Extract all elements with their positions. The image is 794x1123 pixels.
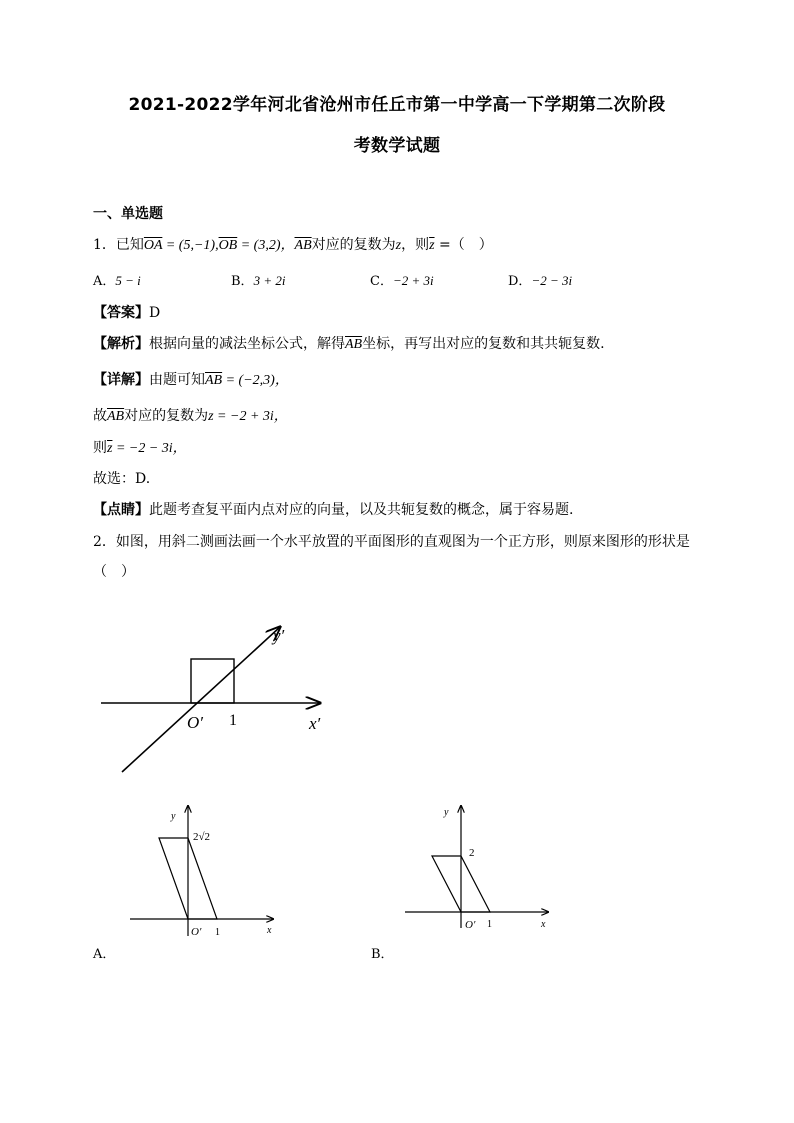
q1-answer — [93, 302, 160, 322]
origin-label: O′ — [191, 926, 202, 938]
vector-ob: $\overline{OB}$ — [218, 238, 238, 253]
step1-formula: z = −2 + 3i， — [208, 409, 288, 424]
oblique-figure — [95, 612, 340, 777]
y-prime-axis — [122, 627, 280, 772]
option-b-label: B． — [371, 947, 394, 962]
var-zbar: $\overline{z}$ — [107, 441, 113, 456]
q1-number: 1． — [93, 237, 116, 253]
origin-label: O′ — [465, 919, 476, 931]
x-label: x — [541, 919, 546, 930]
q1-step-2 — [93, 437, 187, 457]
option-b-figure — [400, 800, 560, 940]
vector-ob-value: = (3,2)， — [237, 238, 295, 253]
vector-ab: $\overline{AB}$ — [345, 337, 363, 352]
x-prime-label: x′ — [309, 714, 321, 733]
step1-text-b: 对应的复数为 — [124, 408, 209, 424]
y-label: y — [444, 807, 449, 818]
analysis-tag: 【解析】 — [93, 336, 149, 352]
vector-ab: $\overline{AB}$ — [107, 409, 125, 424]
q1-text-d: =（ ） — [434, 237, 493, 253]
tick-one-label: 1 — [487, 919, 492, 930]
option-value: −2 − 3i — [531, 273, 573, 288]
q1-text-b: 对应的复数为 — [311, 237, 396, 253]
q2-number: 2． — [93, 534, 116, 550]
q2-text: 如图，用斜二测画法画一个水平放置的平面图形的直观图为一个正方形，则原来图形的形状是 — [115, 534, 690, 550]
analysis-text-b: 坐标，再写出对应的复数和其共轭复数. — [362, 336, 605, 352]
q2-stem — [93, 531, 690, 551]
option-label: C． — [370, 274, 393, 289]
q1-step-3: 故选：D. — [93, 471, 151, 487]
height-label: 2√2 — [193, 831, 211, 843]
option-label: D． — [508, 274, 532, 289]
option-a-figure — [125, 800, 285, 940]
step2-formula: = −2 − 3i， — [112, 441, 187, 456]
q1-comment — [93, 499, 573, 519]
option-label: B． — [231, 274, 254, 289]
origin-label: O′ — [187, 713, 203, 732]
tick-one-label: 1 — [215, 927, 220, 938]
y-prime-label: y′ — [273, 626, 285, 645]
q1-option-b — [231, 270, 285, 289]
q1-stem — [93, 234, 493, 254]
q1-analysis — [93, 333, 605, 353]
q1-text-a: 已知 — [115, 237, 144, 253]
option-label: A． — [93, 274, 116, 289]
step1-text-a: 故 — [93, 408, 107, 424]
option-value: −2 + 3i — [392, 273, 434, 288]
y-label: y — [171, 811, 176, 822]
option-value: 3 + 2i — [253, 273, 286, 288]
q1-text-c: ，则 — [401, 237, 430, 253]
vector-oa: $\overline{OA}$ — [143, 238, 163, 253]
answer-value: D — [149, 305, 161, 321]
q1-detail — [93, 369, 289, 389]
square-shape — [191, 659, 234, 703]
q1-option-d — [508, 270, 572, 289]
x-label: x — [267, 925, 272, 936]
answer-tag: 【答案】 — [93, 305, 149, 321]
section-heading: 一、单选题 — [93, 206, 163, 222]
tick-one-label: 1 — [229, 712, 237, 729]
option-value: 5 − i — [115, 273, 141, 288]
page-title-line-1: 2021-2022学年河北省沧州市任丘市第一中学高一下学期第二次阶段 — [128, 95, 666, 115]
detail-text-a: 由题可知 — [149, 372, 205, 388]
vector-ab: $\overline{AB}$ — [205, 373, 223, 388]
q2-paren: （ ） — [93, 564, 135, 580]
var-z: z — [395, 238, 402, 253]
q1-step-1 — [93, 405, 288, 425]
vector-oa-value: = (5,−1), — [162, 238, 219, 253]
option-a-label: A． — [93, 947, 116, 962]
detail-tag: 【详解】 — [93, 372, 149, 388]
height-label: 2 — [469, 847, 475, 859]
analysis-text-a: 根据向量的减法坐标公式，解得 — [149, 336, 345, 352]
detail-text-b: = (−2,3)， — [222, 373, 289, 388]
q1-option-a — [93, 270, 141, 289]
comment-tag: 【点睛】 — [93, 502, 149, 518]
page-title-line-2: 考数学试题 — [353, 136, 441, 156]
comment-text: 此题考查复平面内点对应的向量，以及共轭复数的概念，属于容易题. — [149, 502, 574, 518]
q1-option-c — [370, 270, 434, 289]
var-zbar: $\overline{z}$ — [429, 238, 435, 253]
step2-text-a: 则 — [93, 440, 107, 456]
vector-ab: $\overline{AB}$ — [294, 238, 312, 253]
